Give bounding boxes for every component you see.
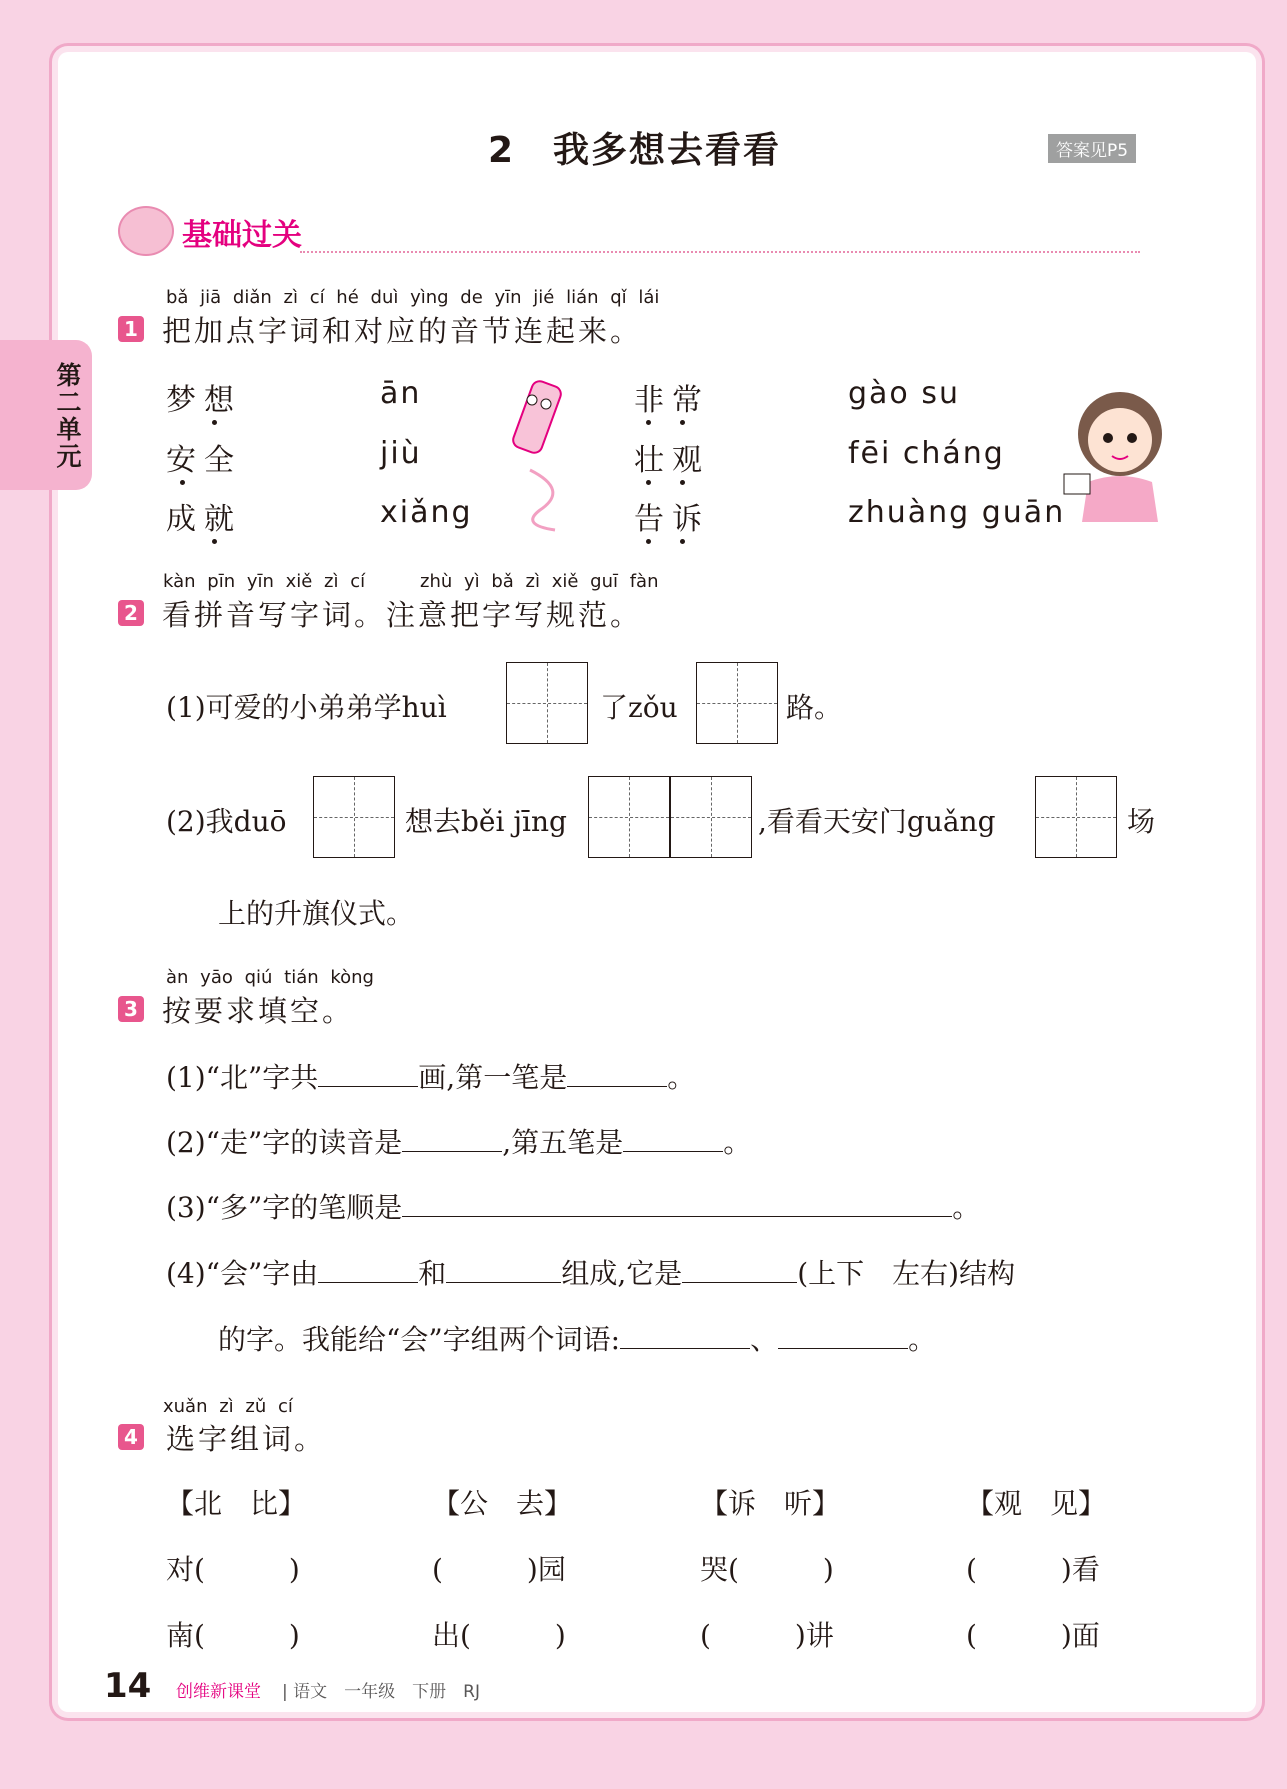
footer-brand: 创维新课堂 bbox=[176, 1682, 261, 1702]
q2-pinyin-b: zhù yì bǎ zì xiě guī fàn bbox=[420, 571, 659, 592]
word-gaosu: 告诉 bbox=[634, 502, 710, 537]
q3-line2: (2)“走”字的读音是 ,第五笔是 。 bbox=[166, 1126, 752, 1159]
q1-number-badge: 1 bbox=[118, 316, 144, 342]
q2-sentence2-part-d: 场 bbox=[1127, 805, 1156, 838]
writing-grid-box[interactable] bbox=[506, 662, 588, 744]
answer-blank[interactable] bbox=[623, 1125, 723, 1152]
word-fill-slot[interactable]: ( )园 bbox=[432, 1553, 566, 1586]
q2-sentence2-part-c: ,看看天安门guǎng bbox=[758, 805, 996, 838]
writing-grid-box[interactable] bbox=[696, 662, 778, 744]
word-fill-slot[interactable]: 哭( ) bbox=[700, 1553, 834, 1586]
emphasis-dot bbox=[212, 539, 217, 544]
char-group-4: 【观 见】 bbox=[966, 1487, 1107, 1520]
writing-grid-box[interactable] bbox=[588, 776, 670, 858]
word-feichang: 非常 bbox=[634, 383, 710, 418]
answer-blank[interactable] bbox=[318, 1256, 418, 1283]
pinyin-option[interactable]: jiù bbox=[380, 436, 422, 471]
char-group-2: 【公 去】 bbox=[432, 1487, 573, 1520]
q2-sentence1-part-b: 了zǒu bbox=[600, 691, 678, 724]
answer-blank[interactable] bbox=[567, 1060, 667, 1087]
answer-blank[interactable] bbox=[402, 1125, 502, 1152]
char-group-3: 【诉 听】 bbox=[700, 1487, 841, 1520]
pinyin-option[interactable]: zhuàng guān bbox=[848, 495, 1066, 530]
q3-line5: 的字。我能给“会”字组两个词语: 、 。 bbox=[218, 1323, 937, 1356]
q3-pinyin: àn yāo qiú tián kòng bbox=[166, 967, 374, 988]
q3-line3: (3)“多”字的笔顺是 。 bbox=[166, 1191, 981, 1224]
footer-book-info: | 语文 一年级 下册 RJ bbox=[282, 1682, 480, 1702]
q2-instruction: 看拼音写字词。注意把字写规范。 bbox=[162, 598, 643, 632]
pinyin-option[interactable]: gào su bbox=[848, 376, 960, 411]
section-title: 基础过关 bbox=[182, 218, 302, 253]
emphasis-dot bbox=[646, 420, 651, 425]
word-fill-slot[interactable]: 出( ) bbox=[432, 1619, 566, 1652]
emphasis-dot bbox=[646, 480, 651, 485]
q3-instruction: 按要求填空。 bbox=[162, 994, 355, 1028]
section-divider bbox=[300, 251, 1140, 253]
q1-instruction: 把加点字词和对应的音节连起来。 bbox=[162, 314, 643, 348]
emphasis-dot bbox=[680, 420, 685, 425]
q2-pinyin-a: kàn pīn yīn xiě zì cí bbox=[163, 571, 366, 592]
word-zhuangguan: 壮观 bbox=[634, 443, 710, 478]
q2-sentence2-part-a: (2)我duō bbox=[166, 805, 287, 838]
q3-line1: (1)“北”字共 画,第一笔是 。 bbox=[166, 1061, 696, 1094]
word-mengxiang: 梦想 bbox=[166, 383, 242, 418]
answer-blank[interactable] bbox=[318, 1060, 418, 1087]
char-group-1: 【北 比】 bbox=[166, 1487, 307, 1520]
word-fill-slot[interactable]: 南( ) bbox=[166, 1619, 300, 1652]
page-number: 14 bbox=[104, 1666, 152, 1706]
pinyin-option[interactable]: fēi cháng bbox=[848, 436, 1005, 471]
q3-number-badge: 3 bbox=[118, 996, 144, 1022]
answer-blank[interactable] bbox=[446, 1256, 561, 1283]
unit-tab-label: 第二单元 bbox=[53, 362, 82, 470]
q4-number-badge: 4 bbox=[118, 1424, 144, 1450]
q2-sentence2-part-b: 想去běi jīng bbox=[405, 805, 567, 838]
pencil-mascot-icon bbox=[500, 370, 580, 535]
word-fill-slot[interactable]: ( )看 bbox=[966, 1553, 1100, 1586]
answer-blank[interactable] bbox=[402, 1190, 952, 1217]
emphasis-dot bbox=[180, 480, 185, 485]
girl-character-icon bbox=[1058, 382, 1178, 522]
globe-character-icon bbox=[118, 206, 174, 256]
writing-grid-box[interactable] bbox=[1035, 776, 1117, 858]
q2-sentence1-part-a: (1)可爱的小弟弟学huì bbox=[166, 691, 447, 724]
answer-blank[interactable] bbox=[620, 1322, 750, 1349]
lesson-title: 2 我多想去看看 bbox=[488, 130, 782, 171]
word-anquan: 安全 bbox=[166, 443, 242, 478]
word-chengjiu: 成就 bbox=[166, 502, 242, 537]
answer-blank[interactable] bbox=[778, 1322, 908, 1349]
writing-grid-box[interactable] bbox=[313, 776, 395, 858]
q2-number-badge: 2 bbox=[118, 600, 144, 626]
emphasis-dot bbox=[680, 480, 685, 485]
q3-line4: (4)“会”字由 和 组成,它是 (上下 左右)结构 bbox=[166, 1257, 1016, 1290]
q4-instruction: 选字组词。 bbox=[166, 1422, 327, 1456]
pinyin-option[interactable]: xiǎng bbox=[380, 495, 473, 530]
answer-reference-badge: 答案见P5 bbox=[1048, 134, 1136, 163]
word-fill-slot[interactable]: ( )面 bbox=[966, 1619, 1100, 1652]
word-fill-slot[interactable]: 对( ) bbox=[166, 1553, 300, 1586]
writing-grid-box[interactable] bbox=[670, 776, 752, 858]
pinyin-option[interactable]: ān bbox=[380, 376, 422, 411]
q2-sentence1-part-c: 路。 bbox=[786, 691, 843, 724]
word-fill-slot[interactable]: ( )讲 bbox=[700, 1619, 834, 1652]
q2-sentence2-part-e: 上的升旗仪式。 bbox=[218, 897, 415, 930]
q1-pinyin: bǎ jiā diǎn zì cí hé duì yìng de yīn jié lián qǐ lái bbox=[166, 287, 660, 308]
emphasis-dot bbox=[212, 420, 217, 425]
emphasis-dot bbox=[680, 539, 685, 544]
emphasis-dot bbox=[646, 539, 651, 544]
q4-pinyin: xuǎn zì zǔ cí bbox=[163, 1396, 293, 1417]
answer-blank[interactable] bbox=[682, 1256, 797, 1283]
